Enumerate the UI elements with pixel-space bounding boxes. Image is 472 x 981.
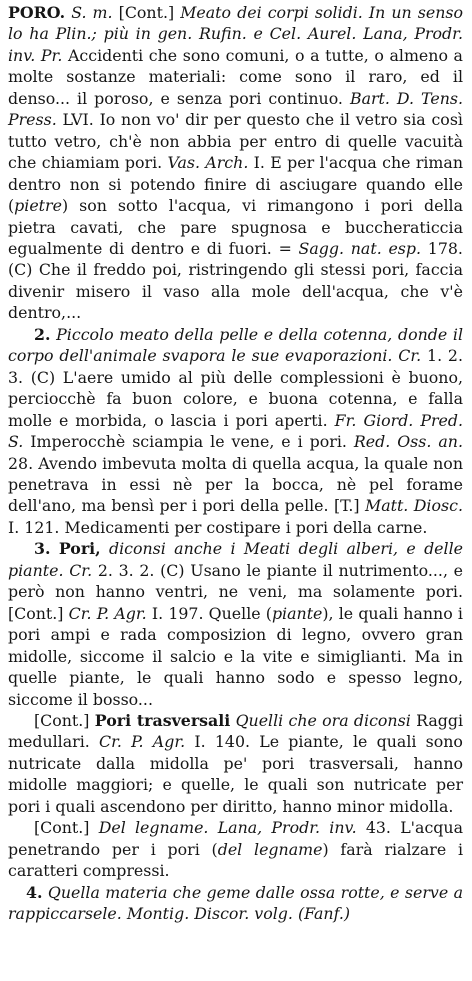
cont-tag: [Cont.] (34, 710, 90, 730)
source-citation: Lana, Prodr. inv. Pr. (8, 24, 463, 65)
sense-2 (8, 324, 463, 539)
quote-text: Avendo imbevuta molta di quella acqua, la quale non penetrava in essi nè per la bocca, nè pel forame dell'ano, ma bensì per i pori della pelle. (8, 453, 463, 516)
sense-number: 3. (34, 539, 51, 559)
gloss: pietre (14, 196, 62, 216)
cont-tag: [Cont.] (8, 603, 64, 623)
citation-number: I. 121. (8, 517, 60, 537)
definition: Meato dei corpi solidi. In un senso lo ha Plin.; più in gen. Rufin. e Cel. Aurel. (8, 3, 464, 44)
gloss: del legname (217, 839, 323, 859)
crusca-tag: (C) (160, 560, 185, 580)
citation-number: 43. (365, 818, 391, 838)
quote-text: Quelle ( (208, 603, 272, 623)
subheadword: Pori trasversali (94, 710, 231, 730)
quote-text: Io non vo' dir per questo che il vetro sia così tutto vetro, ch'è non abbia per entro di quelle vacuità che chiamiam pori. (8, 110, 463, 173)
source-citation: Cr. (69, 560, 93, 580)
editor-tag: [T.] (334, 496, 360, 516)
definition: Piccolo meato della pelle e della cotenna, donde il corpo dell'animale svapora le sue evaporazioni. (8, 324, 463, 366)
headword: PORO. (8, 3, 66, 22)
quote-text: Medicamenti per costipare i pori della carne. (64, 517, 428, 537)
source-citation: Red. Oss. an. (353, 432, 464, 452)
citation-number: 28. (8, 453, 34, 473)
quote-text: Raggi medullari. (8, 710, 464, 752)
cont-tag: [Cont.] (34, 818, 90, 838)
subheadword: Pori, (58, 539, 101, 559)
quote-text: ) son sotto l'acqua, vi rimangono i pori della pietra cavati, che pare spugnosa e buccheraticcia egualmente di dentro e di fuori. (8, 196, 463, 258)
entry-poro-main (8, 2, 463, 324)
citation-number: LVI. (62, 110, 94, 130)
sense-number: 2. (34, 324, 51, 344)
quote-text: Che il freddo poi, ristringendo gli stessi pori, faccia divenir misero il vaso alla mole dell'acqua, che v'è dentro,... (8, 260, 463, 323)
source-citation: Montig. Discor. volg. (126, 904, 293, 924)
quote-text: Le piante, le quali sono nutricate dalla midolla pe' pori trasversali, hanno midolle maggiori; e quelle, le quali son nutricate per pori i quali ascendono per diritto, hanno minor midolla. (8, 732, 463, 816)
source-citation: Cr. P. Agr. (68, 603, 147, 623)
quote-text: Imperocchè sciampia le vene, e i pori. (30, 432, 347, 452)
crusca-tag: (C) (30, 367, 56, 387)
source-citation: Cr. P. Agr. (98, 732, 186, 752)
sense-number: 4. (26, 882, 43, 902)
quote-text: L'aere umido al più delle complessioni è buono, perciocchè fa buon colore, e buona cotenna, e falla molle e morbida, o lascia i pori aperti. (8, 367, 463, 430)
sense-4 (8, 882, 463, 925)
citation-number: 178. (427, 238, 463, 258)
citation-number: I. 197. (151, 603, 204, 623)
source-citation: Sagg. nat. esp. (298, 238, 422, 258)
definition: Quella materia che geme dalle ossa rotte, e serve a rappiccarsele. (8, 882, 463, 924)
gloss: piante (271, 603, 323, 623)
definition: Quelli che ora diconsi (235, 710, 411, 730)
quote-text: ) farà rialzare i caratteri compressi. (8, 839, 464, 881)
quote-text: Accidenti che sono comuni, o a tutte, o almeno a molte sostanze materiali: come sono il raro, ed il denso... il poroso, e senza pori continuo. (8, 45, 463, 108)
source-citation: Matt. Diosc. (365, 496, 463, 516)
source-citation: Vas. Arch. (167, 153, 249, 173)
crusca-tag: (C) (8, 260, 33, 280)
citation-number: I. 140. (194, 732, 251, 752)
source-citation: Cr. (398, 346, 422, 366)
quote-text: L'acqua penetrando per i pori ( (8, 818, 463, 859)
grammar-label: S. m. (71, 3, 113, 22)
quote-text: ), le quali hanno i pori ampi e rada composizion di legno, ovvero gran midolle, siccome il salcio e la vite e simiglianti. Ma in quelle piante, le quali hanno sodo e spesso legno, siccome il bosso... (8, 603, 463, 709)
source-citation: Lana, Prodr. inv. (217, 818, 357, 838)
equals-sign: = (278, 238, 292, 258)
sense-3-sub-legname (8, 817, 463, 881)
source-citation: Bart. D. Tens. Press. (8, 88, 464, 130)
definition: Del legname. (98, 818, 209, 838)
quote-text: E per l'acqua che riman dentro non si potendo finire di asciugare quando elle ( (8, 153, 463, 216)
quote-text: Usano le piante il nutrimento..., e però non hanno ventri, ne veni, ma solamente pori. (8, 560, 464, 602)
citation-number: 2. 3. 2. (97, 560, 155, 580)
sense-3-sub-trasversali (8, 710, 463, 817)
editor-tag: (Fanf.) (297, 904, 351, 924)
citation-number: I. (253, 153, 265, 173)
sense-3 (8, 538, 463, 710)
source-citation: Fr. Giord. Pred. S. (8, 410, 463, 452)
citation-number: 1. 2. 3. (8, 346, 464, 387)
cont-tag: [Cont.] (118, 3, 175, 22)
definition: diconsi anche i Meati degli alberi, e delle piante. (8, 539, 463, 580)
